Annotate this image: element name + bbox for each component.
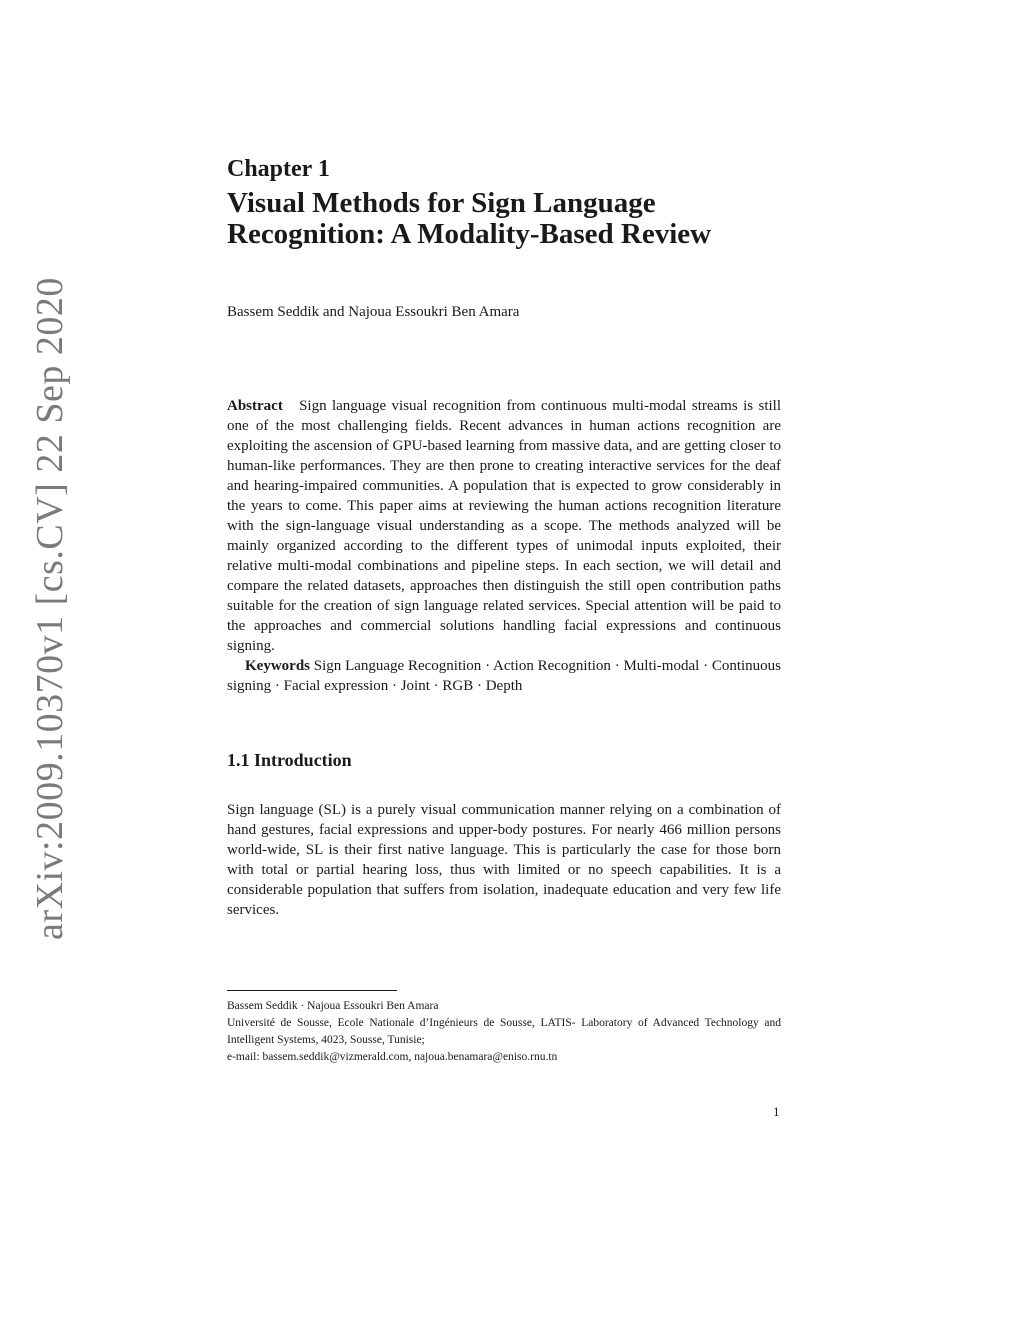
chapter-label: Chapter 1 [227, 156, 330, 182]
abstract-text: Sign language visual recognition from continuous multi-modal streams is still one of the most challenging fields. Recent advances in human actions recognition are exploiting the ascension of GPU-based learning from massive data, and are getting closer to human-like performances. They are then prone to creating interactive services for the deaf and hearing-impaired communities. A population that is expected to grow considerably in the years to come. This paper aims at reviewing the human actions recognition literature with the sign-language visual understanding as a scope. The methods analyzed will be mainly organized according to the different types of unimodal inputs exploited, their relative multi-modal combinations and pipeline steps. In each section, we will detail and compare the related datasets, approaches then distinguish the still open contribution paths suitable for the creation of sign language related services. Special attention will be paid to the approaches and commercial solutions handling facial expressions and continuous signing. [227, 398, 782, 654]
page-number: 1 [773, 1104, 780, 1119]
keywords-heading: Keywords [245, 658, 310, 674]
footnote-divider [227, 990, 397, 991]
abstract-block [227, 396, 781, 656]
footnote-affiliation: Université de Sousse, Ecole Nationale d’Ingénieurs de Sousse, LATIS- Laboratory of Advanced Technology and Intelligent Systems, 4023, Sousse, Tunisie; [227, 1017, 781, 1046]
section-heading-introduction: 1.1 Introduction [227, 750, 352, 770]
author-list: Bassem Seddik and Najoua Essoukri Ben Amara [227, 304, 520, 320]
keywords-text: Sign Language Recognition · Action Recognition · Multi-modal · Continuous signing · Facial expression · Joint · RGB · Depth [227, 658, 782, 694]
footnote-block [227, 998, 781, 1066]
paper-first-page [227, 150, 781, 920]
footnote-author-names: Bassem Seddik · Najoua Essoukri Ben Amara [227, 1000, 439, 1012]
abstract-heading: Abstract [227, 398, 283, 414]
keywords-block [227, 656, 781, 696]
introduction-paragraph: Sign language (SL) is a purely visual communication manner relying on a combination of hand gestures, facial expressions and upper-body postures. For nearly 466 million persons world-wide, SL is their first native language. This is particularly the case for those born with total or partial hearing loss, thus with limited or no speech capabilities. It is a considerable population that suffers from isolation, inadequate education and very few life services. [227, 802, 781, 918]
arxiv-identifier-stamp: arXiv:2009.10370v1 [cs.CV] 22 Sep 2020 [29, 277, 71, 940]
chapter-title: Visual Methods for Sign Language Recognition: A Modality-Based Review [227, 187, 712, 250]
footnote-email: e-mail: bassem.seddik@vizmerald.com, najoua.benamara@eniso.rnu.tn [227, 1051, 558, 1063]
